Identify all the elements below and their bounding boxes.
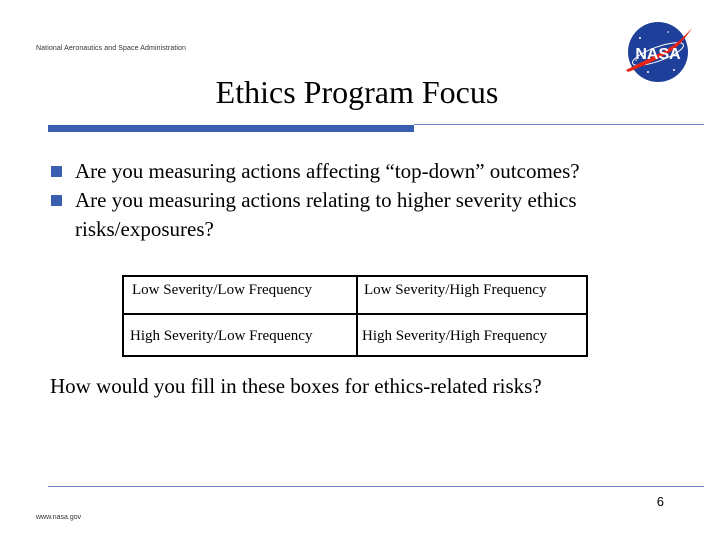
bullet-text: Are you measuring actions affecting “top-down” outcomes? <box>75 159 580 183</box>
page-number: 6 <box>656 494 664 509</box>
bullet-item <box>48 157 708 186</box>
slide-title: Ethics Program Focus <box>215 74 499 110</box>
bullet-list <box>48 157 708 244</box>
matrix-cell-high-low: High Severity/Low Frequency <box>130 328 313 344</box>
risk-matrix <box>122 275 588 357</box>
square-bullet-icon <box>51 195 62 206</box>
matrix-divider-vertical <box>356 277 358 355</box>
matrix-cell-high-high: High Severity/High Frequency <box>362 328 547 344</box>
agency-name: National Aeronautics and Space Administration <box>36 45 187 52</box>
bullet-item <box>48 186 708 244</box>
logo-text: NASA <box>635 46 681 63</box>
closing-question: How would you fill in these boxes for ethics-related risks? <box>50 374 542 398</box>
footer-url: www.nasa.gov <box>36 514 82 521</box>
title-underline-thin <box>414 124 704 125</box>
title-underline-thick <box>48 125 414 132</box>
matrix-divider-horizontal <box>124 313 586 315</box>
matrix-cell-low-low: Low Severity/Low Frequency <box>132 282 312 298</box>
square-bullet-icon <box>51 166 62 177</box>
bullet-text: Are you measuring actions relating to higher severity ethics risks/exposures? <box>75 188 577 241</box>
footer-rule <box>48 486 704 487</box>
matrix-cell-low-high: Low Severity/High Frequency <box>364 282 547 298</box>
